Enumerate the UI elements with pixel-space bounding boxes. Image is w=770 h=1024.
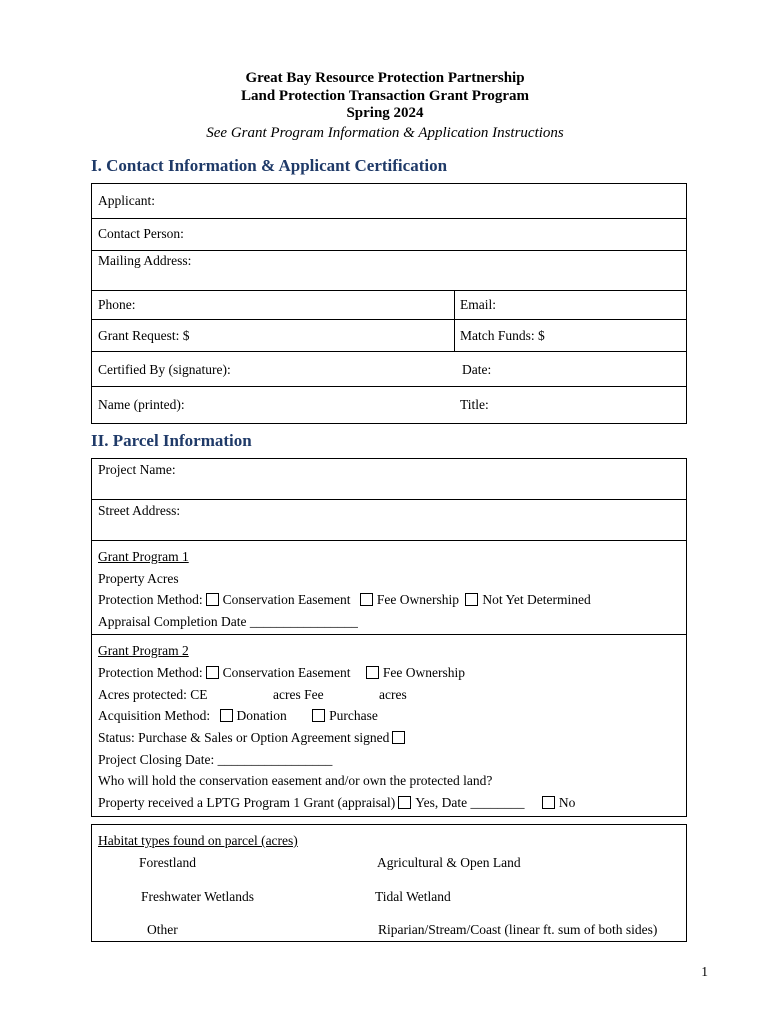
form-title-organization: Great Bay Resource Protection Partnership bbox=[245, 70, 525, 86]
who-holds-question: Who will hold the conservation easement and/or own the protected land? bbox=[98, 773, 493, 788]
title-label[interactable]: Title: bbox=[460, 397, 489, 412]
acres-fee-label: acres Fee bbox=[273, 687, 324, 702]
gp1-not-determined-label: Not Yet Determined bbox=[482, 592, 591, 607]
phone-email-row bbox=[92, 291, 686, 320]
gp1-protection-method-line bbox=[98, 592, 591, 608]
contact-info-table bbox=[91, 183, 687, 424]
section-contact-heading: I. Contact Information & Applicant Certification bbox=[91, 156, 448, 175]
property-acres-label: Property Acres bbox=[98, 571, 179, 586]
acquisition-method-line bbox=[98, 708, 378, 724]
gp2-protection-method-label: Protection Method: bbox=[98, 665, 203, 680]
gp2-conservation-label: Conservation Easement bbox=[222, 665, 351, 680]
agreement-signed-checkbox[interactable] bbox=[392, 731, 405, 744]
gp2-fee-label: Fee Ownership bbox=[382, 665, 465, 680]
mailing-address-row[interactable] bbox=[92, 251, 686, 291]
tidal-wetland-label[interactable]: Tidal Wetland bbox=[375, 889, 451, 904]
name-title-row bbox=[92, 387, 686, 423]
certification-row bbox=[92, 352, 686, 387]
gp1-conservation-checkbox[interactable] bbox=[206, 593, 219, 606]
grant-request-label[interactable]: Grant Request: $ bbox=[98, 328, 190, 343]
form-title-season: Spring 2024 bbox=[346, 105, 424, 121]
riparian-label[interactable]: Riparian/Stream/Coast (linear ft. sum of both sides) bbox=[378, 922, 658, 937]
status-line bbox=[98, 730, 409, 746]
project-name-label: Project Name: bbox=[98, 462, 176, 477]
purchase-checkbox[interactable] bbox=[312, 709, 325, 722]
mailing-address-label: Mailing Address: bbox=[98, 253, 192, 268]
gp1-fee-label: Fee Ownership bbox=[376, 592, 459, 607]
gp1-fee-checkbox[interactable] bbox=[360, 593, 373, 606]
match-funds-label[interactable]: Match Funds: $ bbox=[460, 328, 545, 343]
purchase-label: Purchase bbox=[329, 708, 378, 723]
page-number: 1 bbox=[701, 964, 708, 979]
grant-program-2-heading: Grant Program 2 bbox=[98, 643, 189, 658]
contact-person-label: Contact Person: bbox=[98, 226, 184, 241]
habitat-heading: Habitat types found on parcel (acres) bbox=[98, 833, 298, 848]
acquisition-method-label: Acquisition Method: bbox=[98, 708, 211, 723]
donation-label: Donation bbox=[236, 708, 287, 723]
applicant-row[interactable] bbox=[92, 184, 686, 219]
appraisal-date-field[interactable]: Appraisal Completion Date ________________ bbox=[98, 614, 358, 629]
grant-program-1-row bbox=[92, 541, 686, 635]
acres-label: acres bbox=[379, 687, 407, 702]
no-checkbox[interactable] bbox=[542, 796, 555, 809]
grant-program-2-row bbox=[92, 635, 686, 816]
gp1-protection-method-label: Protection Method: bbox=[98, 592, 203, 607]
acres-protected-label: Acres protected: CE bbox=[98, 687, 208, 702]
contact-person-row[interactable] bbox=[92, 219, 686, 251]
agricultural-label[interactable]: Agricultural & Open Land bbox=[377, 855, 521, 870]
status-label: Status: Purchase & Sales or Option Agreement signed bbox=[98, 730, 390, 745]
gp2-fee-checkbox[interactable] bbox=[366, 666, 379, 679]
date-label[interactable]: Date: bbox=[462, 362, 492, 377]
gp1-not-determined-checkbox[interactable] bbox=[465, 593, 478, 606]
habitat-table bbox=[91, 824, 687, 942]
forestland-label[interactable]: Forestland bbox=[139, 855, 196, 870]
yes-checkbox[interactable] bbox=[398, 796, 411, 809]
received-grant-label: Property received a LPTG Program 1 Grant (appraisal) bbox=[98, 795, 396, 810]
other-habitat-label[interactable]: Other bbox=[147, 922, 178, 937]
received-grant-line bbox=[98, 795, 575, 811]
form-title-program: Land Protection Transaction Grant Program bbox=[240, 88, 530, 104]
freshwater-wetlands-label[interactable]: Freshwater Wetlands bbox=[141, 889, 255, 904]
project-name-row[interactable] bbox=[92, 459, 686, 500]
parcel-info-table bbox=[91, 458, 687, 817]
applicant-label: Applicant: bbox=[98, 193, 155, 208]
gp2-protection-method-line bbox=[98, 665, 465, 681]
grant-program-1-heading: Grant Program 1 bbox=[98, 549, 189, 564]
form-subtitle: See Grant Program Information & Application Instructions bbox=[206, 125, 564, 141]
gp2-conservation-checkbox[interactable] bbox=[206, 666, 219, 679]
yes-date-label: Yes, Date ________ bbox=[415, 795, 525, 810]
street-address-row[interactable] bbox=[92, 500, 686, 541]
phone-label[interactable]: Phone: bbox=[98, 297, 136, 312]
closing-date-field[interactable]: Project Closing Date: _________________ bbox=[98, 752, 333, 767]
email-label[interactable]: Email: bbox=[460, 297, 496, 312]
certified-by-label[interactable]: Certified By (signature): bbox=[98, 362, 231, 377]
street-address-label: Street Address: bbox=[98, 503, 181, 518]
funding-row bbox=[92, 320, 686, 352]
name-printed-label[interactable]: Name (printed): bbox=[98, 397, 185, 412]
no-label: No bbox=[558, 795, 576, 810]
section-parcel-heading: II. Parcel Information bbox=[91, 431, 252, 450]
gp1-conservation-label: Conservation Easement bbox=[222, 592, 351, 607]
donation-checkbox[interactable] bbox=[220, 709, 233, 722]
